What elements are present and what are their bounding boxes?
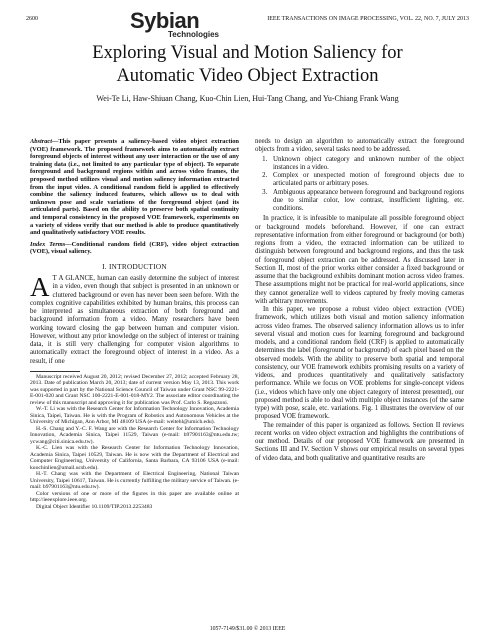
paragraph-practice: In practice, it is infeasible to manipulate all possible foreground object or background models beforehand. However, if one can extract representative information from either foreground or background (or both) regions from a video, the extracted information can be utilized to distinguish between foreground and background regions, and thus the task of foreground object extraction can be addressed. As discussed later in Section II, most of the prior works either consider a fixed background or assume that the background exhibits dominant motion across video frames. These assumptions might not be practical for real-world applications, since they cannot generalize well to videos captured by freely moving cameras with arbitrary movements. <box>255 215 464 305</box>
footnotes <box>30 374 239 511</box>
abstract-text: This paper presents a saliency-based video object extraction (VOE) framework. The proposed framework aims to automatically extract foreground objects of interest without any user interaction or the use of any training data (i.e., not limited to any particular type of object). To separate foreground and background regions within and across video frames, the proposed method utilizes visual and motion saliency information extracted from the input video. A conditional random field is applied to effectively combine the saliency induced features, which allows us to deal with unknown pose and scale variations of the foreground object (and its articulated parts). Based on the ability to preserve both spatial continuity and temporal consistency in the proposed VOE framework, experiments on a variety of videos verify that our method is able to produce quantitatively and qualitatively satisfactory VOE results. <box>30 138 239 237</box>
list-item: 1. Unknown object category and unknown number of the object instances in a video. <box>269 156 464 173</box>
task-list <box>255 156 464 214</box>
paragraph-proposal: In this paper, we propose a robust video object extraction (VOE) framework, which utilizes both visual and motion saliency information across video frames. The observed saliency information allows us to infer several visual and motion cues for learning foreground and background models, and a conditional random field (CRF) is applied to automatically determines the label (foreground or background) of each pixel based on the observed models. With the ability to preserve both spatial and temporal consistency, our VOE framework exhibits promising results on a variety of videos, and produces quantitatively and qualitatively satisfactory performance. While we focus on VOE problems for single-concept videos (i.e., videos which have only one object category of interest presented), our proposed method is able to deal with multiple object instances (of the same type) with pose, scale, etc. variations. Fig. 1 illustrates the overview of our proposed VOE framework. <box>255 306 464 421</box>
page-number: 2600 <box>26 16 38 22</box>
footnote-author-chang-wang: H.-S. Chang and Y.-C. F. Wang are with the Research Center for Information Technology Innovation, Academia Sinica, Taipei 11529, Taiwan (e-mail: b97901163@ntu.edu.tw; ycwang@citi.sinica.edu.tw). <box>30 425 239 445</box>
intro-paragraph <box>30 272 239 366</box>
watermark-logo <box>128 8 219 42</box>
index-terms <box>30 241 239 256</box>
footnote-doi: Digital Object Identifier 10.1109/TIP.2013.2253483 <box>36 503 153 510</box>
index-terms-text: Conditional random field (CRF), video object extraction (VOE), visual saliency. <box>30 240 239 256</box>
list-item: 3. Ambiguous appearance between foreground and background regions due to similar color, low contrast, insufficient lighting, etc. conditions. <box>269 189 464 214</box>
footnote-color: Color versions of one or more of the figures in this paper are available online at http://ieeexplore.ieee.org. <box>30 490 239 504</box>
intro-text: T A GLANCE, human can easily determine the subject of interest in a video, even though that subject is presented in an unknown or cluttered background or even has never been seen before. With the complex cognitive capabilities exhibited by human brains, this process can be interpreted as simultaneous extraction of both foreground and background information from a video. Many researchers have been working toward closing the gap between human and computer vision. However, without any prior knowledge on the subject of interest or training data, it is still very challenging for computer vision algorithms to automatically extract the foreground object of interest in a video. As a result, if one <box>30 275 239 365</box>
journal-header: IEEE TRANSACTIONS ON IMAGE PROCESSING, VOL. 22, NO. 7, JULY 2013 <box>267 16 469 22</box>
left-column <box>30 138 239 510</box>
abstract <box>30 138 239 237</box>
right-intro-paragraph: needs to design an algorithm to automatically extract the foreground objects from a video, several tasks need to be addressed. <box>255 138 464 154</box>
footnote-author-lien: K.-C. Lien was with the Research Center for Information Technology Innovation, Academia Sinica, Taipei 10529, Taiwan. He is now with the Department of Electrical and Computer Engineering, University of California, Santa Barbara, CA 93106 USA (e-mail: kuochinlien@umail.ucsb.edu). <box>30 445 239 471</box>
logo-word: Sybian <box>130 8 200 33</box>
list-item: 2. Complex or unexpected motion of foreground objects due to articulated parts or arbitrary poses. <box>269 172 464 189</box>
title-line-2: Automatic Video Object Extraction <box>116 66 379 86</box>
section-heading-introduction: I. INTRODUCTION <box>102 262 167 271</box>
footnote-divider <box>30 371 80 372</box>
footnote-author-ht-chang: H.-T. Chang was with the Department of Electrical Engineering, National Taiwan University, Taipei 10617, Taiwan. He is currently fulfilling the military service of Taiwan. (e-mail: b97901163@ntu.edu.tw). <box>30 471 239 491</box>
title-line-1: Exploring Visual and Motion Saliency for <box>92 43 403 63</box>
author-list: Wei-Te Li, Haw-Shiuan Chang, Kuo-Chin Lien, Hui-Tang Chang, and Yu-Chiang Frank Wang <box>96 94 399 103</box>
paper-title <box>30 42 465 88</box>
drop-cap: A <box>30 272 50 303</box>
footnote-manuscript: Manuscript received August 20, 2012; revised December 27, 2012; accepted February 28, 2013. Date of publication March 20, 2013; date of current version May 13, 2013. This work was supported in part by the National Science Council of Taiwan under Grant NSC 99-2221-E-001-020 and Grant NSC 100-2221-E-001-018-MY2. The associate editor coordinating the review of this manuscript and approving it for publication was Prof. Carlo S. Regazzoni. <box>30 373 239 406</box>
index-terms-label: Index Terms— <box>30 240 72 248</box>
paragraph-organization: The remainder of this paper is organized as follows. Section II reviews recent works on video object extraction and highlights the contributions of our method. Details of our proposed VOE framework are presented in Sections III and IV. Section V shows our empirical results on several types of video data, and both qualitative and quantitative results are <box>255 421 464 462</box>
footnote-author-li: W.-T. Li was with the Research Center for Information Technology Innovation, Academia Sinica, Taipei, Taiwan. He is with the Program of Robotics and Autonomous Vehicles at the University of Michigan, Ann Arbor, MI 48109 USA (e-mail: weitehl@umich.edu). <box>30 406 239 426</box>
right-column <box>255 138 464 463</box>
copyright-footer: 1057-7149/$31.00 © 2013 IEEE <box>209 626 286 632</box>
logo-subtitle: Technologies <box>168 30 219 39</box>
abstract-label: Abstract— <box>30 138 59 145</box>
